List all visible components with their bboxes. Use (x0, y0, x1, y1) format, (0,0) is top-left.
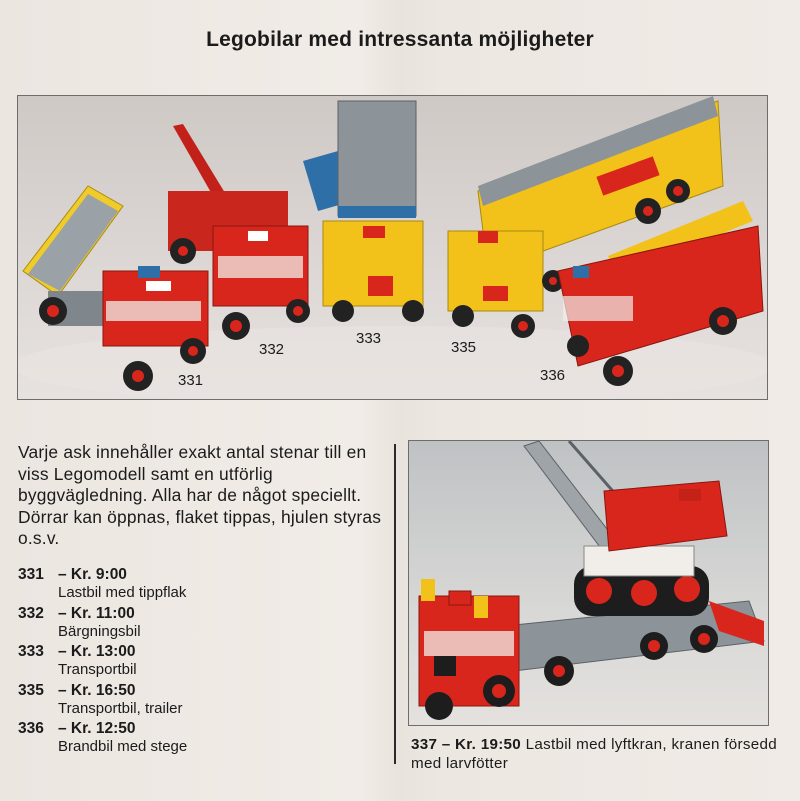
truck-333-illustration (303, 101, 424, 322)
crane-truck-caption (411, 735, 779, 773)
page-title: Legobilar med intressanta möjligheter (206, 28, 594, 51)
item-price: – Kr. 12:50 (58, 720, 136, 737)
model-335-label: 335 (451, 339, 477, 356)
item-price: – Kr. 13:00 (58, 643, 136, 660)
price-item-336 (18, 720, 388, 759)
model-333-label: 333 (356, 330, 382, 347)
price-line (18, 643, 388, 661)
price-line (18, 605, 388, 623)
price-item-335 (18, 682, 388, 721)
item-number: 331 (18, 566, 44, 583)
item-price: – Kr. 16:50 (58, 681, 136, 699)
price-line (18, 566, 388, 584)
item-number: 333 (18, 643, 44, 660)
item-number: 332 (18, 604, 44, 622)
model-332-label: 332 (259, 341, 285, 358)
vehicles-illustration (18, 96, 767, 399)
intro-paragraph: Varje ask innehåller exakt antal stenar till en viss Legomodell samt en utförlig byggvägledning. Alla har de något speciellt. Dörrar kan öppnas, flaket tippas, hjulen styras o.s.v. (18, 442, 382, 548)
model-336-label: 336 (540, 367, 566, 384)
price-line (18, 720, 388, 738)
column-divider (394, 444, 396, 764)
item-description: Transportbil (58, 661, 137, 678)
item-description: Transportbil, trailer (58, 699, 183, 717)
price-item-332 (18, 605, 388, 644)
item-description: Bärgningsbil (58, 622, 141, 640)
item-description: Brandbil med stege (58, 738, 188, 755)
crane-truck-illustration (409, 441, 768, 725)
item-number: 335 (18, 681, 44, 699)
caption-number-price: 337 – Kr. 19:50 (411, 736, 522, 753)
price-list (18, 566, 388, 759)
item-description: Lastbil med tippflak (58, 584, 187, 601)
item-price: – Kr. 9:00 (58, 566, 127, 583)
price-item-331 (18, 566, 388, 605)
crane-truck-photo (408, 440, 769, 726)
item-price: – Kr. 11:00 (58, 604, 135, 622)
vehicles-photo (17, 95, 768, 400)
price-line (18, 682, 388, 700)
item-number: 336 (18, 720, 44, 737)
price-item-333 (18, 643, 388, 682)
caption-text: Lastbil med lyftkran, kranen försedd med larvfötter (411, 736, 777, 772)
model-331-label: 331 (178, 372, 204, 389)
